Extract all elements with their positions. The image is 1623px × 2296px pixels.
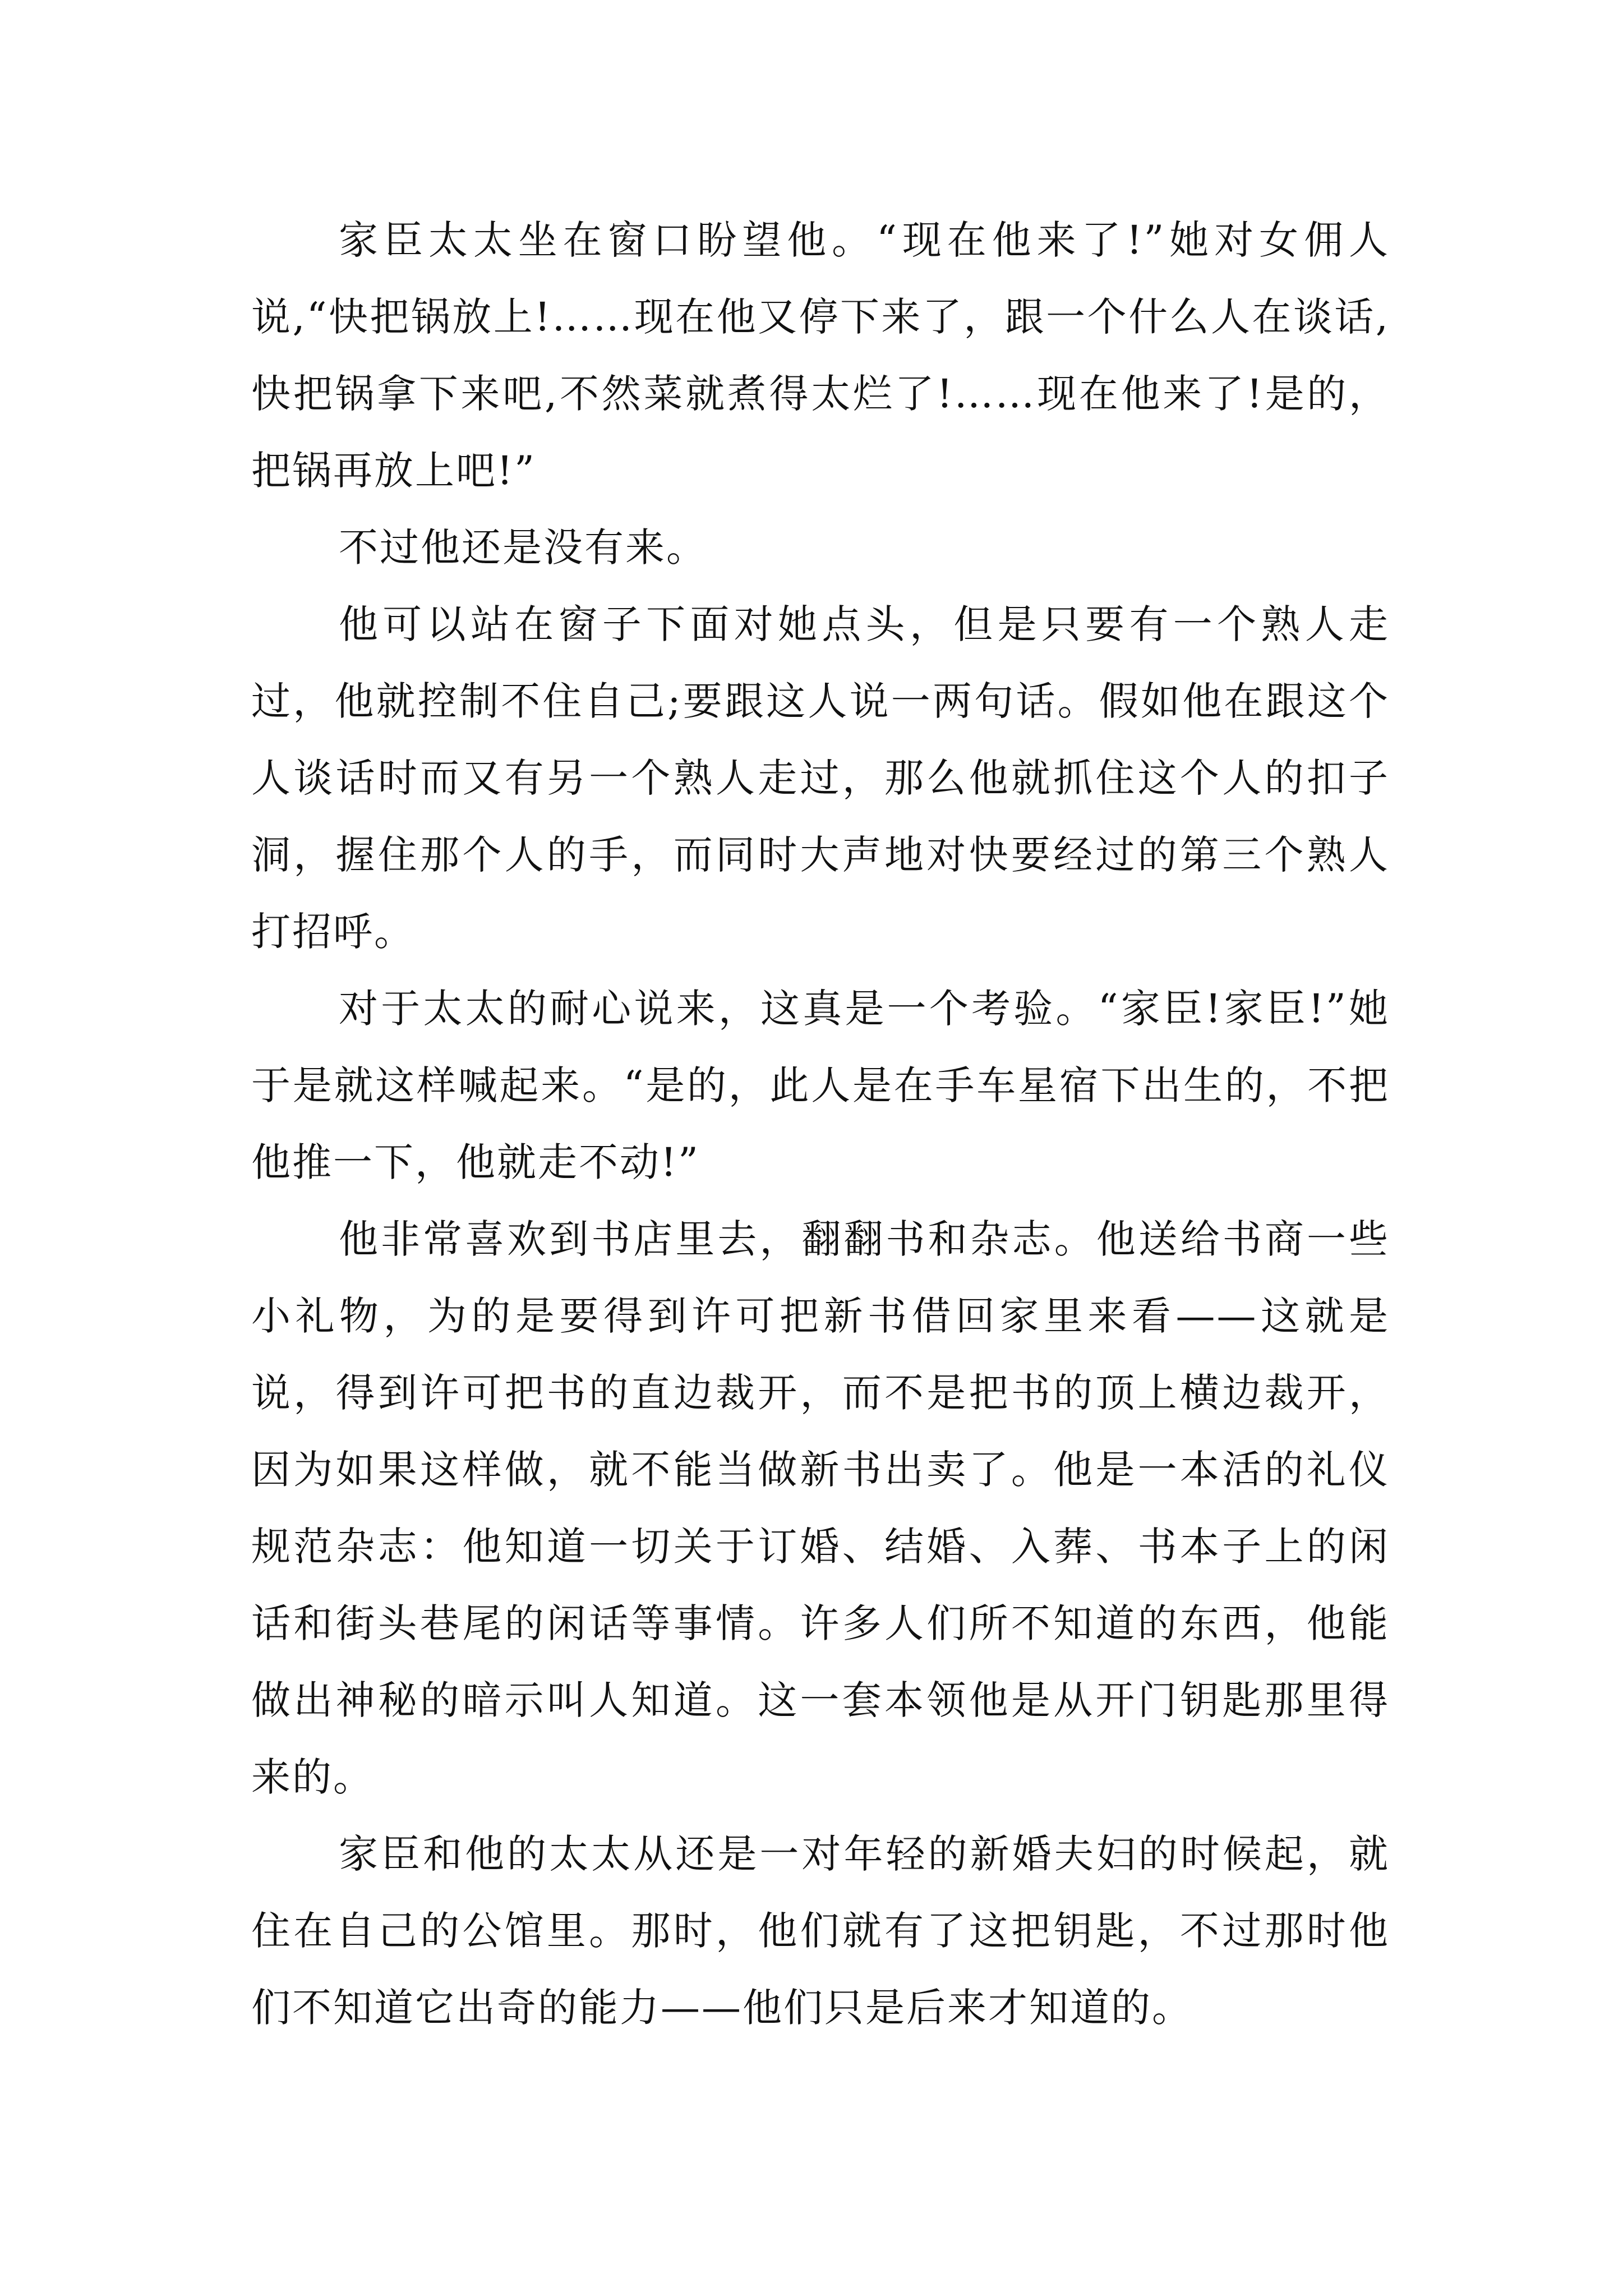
paragraph-3: 他可以站在窗子下面对她点头，但是只要有一个熟人走过，他就控制不住自己;要跟这人说一两句话。假如他在跟这个人谈话时而又有另一个熟人走过，那么他就抓住这个人的扣子洞，握住那个人的手，而同时大声地对快要经过的第三个熟人打招呼。 bbox=[251, 601, 1390, 955]
paragraph-1: 家臣太太坐在窗口盼望他。“现在他来了!”她对女佣人说,“快把锅放上!……现在他又停下来了，跟一个什么人在谈话,快把锅拿下来吧,不然菜就煮得太烂了!……现在他来了!是的，把锅再放上吧!” bbox=[251, 217, 1390, 494]
paragraph-6: 家臣和他的太太从还是一对年轻的新婚夫妇的时候起，就住在自己的公馆里。那时，他们就有了这把钥匙，不过那时他们不知道它出奇的能力——他们只是后来才知道的。 bbox=[251, 1831, 1390, 2031]
paragraph-2: 不过他还是没有来。 bbox=[339, 524, 707, 570]
paragraph-4: 对于太太的耐心说来，这真是一个考验。“家臣!家臣!”她于是就这样喊起来。“是的，此人是在手车星宿下出生的，不把他推一下，他就走不动!” bbox=[251, 986, 1390, 1185]
body-text bbox=[251, 202, 1390, 2046]
paragraph-5: 他非常喜欢到书店里去，翻翻书和杂志。他送给书商一些小礼物，为的是要得到许可把新书借回家里来看——这就是说，得到许可把书的直边裁开，而不是把书的顶上横边裁开，因为如果这样做，就不能当做新书出卖了。他是一本活的礼仪规范杂志：他知道一切关于订婚、结婚、入葬、书本子上的闲话和街头巷尾的闲话等事情。许多人们所不知道的东西，他能做出神秘的暗示叫人知道。这一套本领他是从开门钥匙那里得来的。 bbox=[251, 1216, 1390, 1800]
